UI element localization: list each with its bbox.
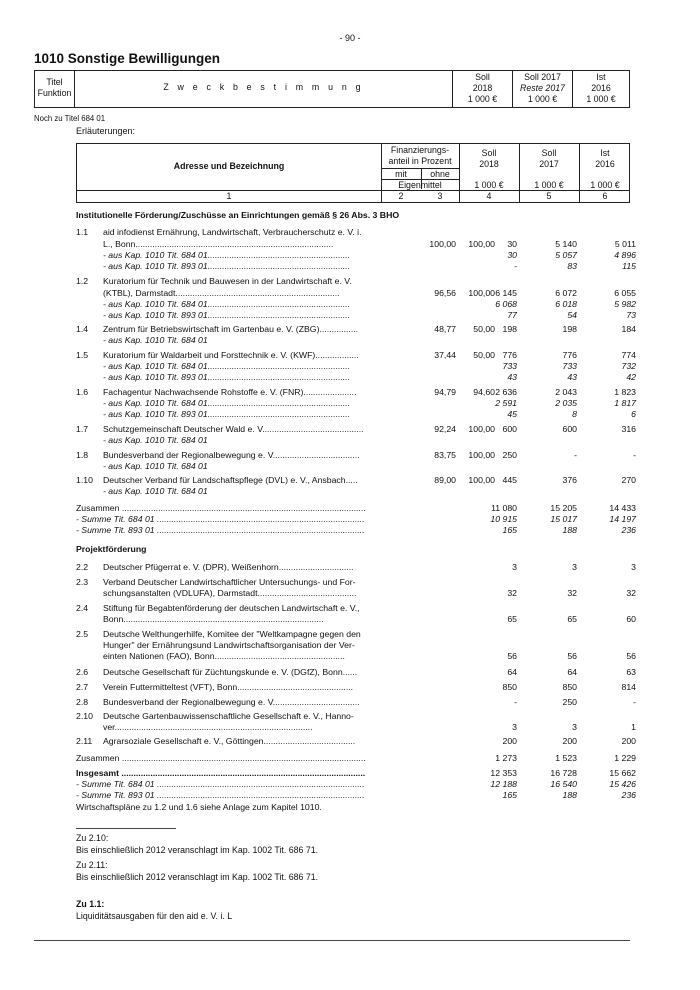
table-row (0, 210, 700, 221)
cell-s18: 30 (507, 239, 517, 249)
cell-mit: 89,00 (434, 475, 456, 485)
cell-i16: 236 (621, 525, 636, 535)
cell-i16: 1 (631, 722, 636, 732)
cell-i16: 15 426 (609, 779, 636, 789)
table-row (0, 239, 700, 250)
soll-2017-line1: Soll 2017 (524, 72, 561, 82)
row-number: 1.7 (76, 424, 89, 434)
table-row (0, 503, 700, 514)
erlaeuterungen-label: Erläuterungen: (76, 126, 136, 136)
cell-ohne: 50,00 (473, 324, 495, 334)
cell-ohne: 94,60 (473, 387, 495, 397)
cell-s17: 376 (562, 475, 577, 485)
row-label: - Summe Tit. 684 01 ...................................................................................... (76, 514, 365, 524)
cell-s18: 200 (502, 736, 517, 746)
cell-s17: 188 (562, 790, 577, 800)
table-row (0, 667, 700, 678)
cell-i16: 14 433 (609, 503, 636, 513)
row-number: 2.4 (76, 603, 89, 613)
table-row (0, 387, 700, 398)
cell-i16: 774 (621, 350, 636, 360)
cell-s18: 445 (502, 475, 517, 485)
row-label: Bonn................................................................................... (103, 614, 324, 624)
cell-s17: 32 (567, 588, 577, 598)
footnote-title: Zu 2.11: (76, 860, 108, 870)
row-label: Verband Deutscher Landwirtschaftlicher Untersuchungs- und For- (103, 577, 356, 587)
row-label: Kuratorium für Waldarbeit und Forsttechnik e. V. (KWF).................. (103, 350, 359, 360)
cell-ohne: 100,00 (468, 288, 495, 298)
table-row (0, 768, 700, 779)
table-row (0, 802, 700, 813)
cell-s17: 3 (572, 722, 577, 732)
cell-ohne: 50,00 (473, 350, 495, 360)
cell-i16: 5 011 (614, 239, 636, 249)
col-num-4: 4 (486, 191, 492, 201)
cell-i16: 6 055 (614, 288, 636, 298)
row-label: Projektförderung (76, 544, 147, 554)
table-row (0, 697, 700, 708)
cell-s18: 11 080 (491, 503, 517, 513)
page-number: - 90 - (339, 33, 361, 43)
cell-s18: 776 (502, 350, 517, 360)
table-row (0, 276, 700, 287)
cell-s18: 3 (512, 722, 517, 732)
cell-s17: 5 140 (555, 239, 577, 249)
cell-i16: 236 (621, 790, 636, 800)
cell-s18: 250 (502, 450, 517, 460)
cell-s18: 3 (512, 562, 517, 572)
unit-col4: 1 000 € (474, 180, 504, 190)
row-label: Wirtschaftspläne zu 1.2 und 1.6 siehe Anlage zum Kapitel 1010. (76, 802, 322, 812)
cell-s17: 2 035 (555, 398, 577, 408)
row-label: - Summe Tit. 893 01 ...................................................................................... (76, 790, 365, 800)
cell-s18: 77 (507, 310, 517, 320)
finanz-header-line2: anteil in Prozent (388, 156, 452, 166)
table-row (0, 310, 700, 321)
cell-mit: 48,77 (434, 324, 456, 334)
table-row (0, 227, 700, 238)
row-label: - aus Kap. 1010 Tit. 684 01........................................................... (103, 361, 351, 371)
cell-s18: 165 (502, 525, 517, 535)
cell-s18: 10 915 (490, 514, 517, 524)
row-label: - aus Kap. 1010 Tit. 893 01........................................................... (103, 372, 351, 382)
row-label: ver.................................................................................. (103, 722, 313, 732)
cell-i16: 5 982 (614, 299, 636, 309)
row-number: 2.5 (76, 629, 89, 639)
table-row (0, 682, 700, 693)
row-label: Bundesverband der Regionalbewegung e. V.................................... (103, 450, 360, 460)
cell-mit: 92,24 (434, 424, 456, 434)
table-row (0, 324, 700, 335)
row-label: - aus Kap. 1010 Tit. 893 01........................................................... (103, 310, 351, 320)
cell-s17: 188 (562, 525, 577, 535)
row-label: einten Nationen (FAO), Bonn...................................................... (103, 651, 345, 661)
funktion-label: Funktion (37, 88, 72, 98)
table-row (0, 409, 700, 420)
cell-s17: 733 (562, 361, 577, 371)
cell-s18: 45 (507, 409, 517, 419)
cell-s17: 198 (562, 324, 577, 334)
table-row (0, 435, 700, 446)
cell-s17: 850 (562, 682, 577, 692)
ist-2016-line3: 1 000 € (586, 94, 616, 104)
table-row (0, 614, 700, 625)
cell-s18: 64 (507, 667, 517, 677)
table-row (0, 753, 700, 764)
cell-s18: 2 591 (495, 398, 517, 408)
table-row (0, 335, 700, 346)
table-row (0, 398, 700, 409)
cell-i16: 814 (621, 682, 636, 692)
row-label: schungsanstalten (VDLUFA), Darmstadt......................................... (103, 588, 357, 598)
row-label: Bundesverband der Regionalbewegung e. V.................................... (103, 697, 360, 707)
table-row (0, 640, 700, 651)
row-label: Zentrum für Betriebswirtschaft im Gartenbau e. V. (ZBG)................ (103, 324, 359, 334)
row-number: 2.6 (76, 667, 89, 677)
cell-s18: 198 (502, 324, 517, 334)
cell-s17: 250 (562, 697, 577, 707)
row-label: - Summe Tit. 893 01 ...................................................................................... (76, 525, 365, 535)
soll-2017-line3: 1 000 € (527, 94, 558, 104)
cell-s17: 8 (572, 409, 577, 419)
row-label: aid infodienst Ernährung, Landwirtschaft, Verbraucherschutz e. V. i. (103, 227, 362, 237)
cell-i16: 3 (631, 562, 636, 572)
cell-i16: 6 (631, 409, 636, 419)
explanation-table-header (76, 143, 630, 203)
cell-s17: 200 (562, 736, 577, 746)
footnote-text: Bis einschließlich 2012 veranschlagt im Kap. 1002 Tit. 686 71. (76, 872, 319, 882)
row-label: Verein Futtermitteltest (VFT), Bonn................................................ (103, 682, 354, 692)
table-row (0, 486, 700, 497)
row-label: - aus Kap. 1010 Tit. 684 01........................................................... (103, 299, 351, 309)
cell-i16: - (633, 697, 636, 707)
table-row (0, 525, 700, 536)
cell-s17: 54 (567, 310, 577, 320)
col-num-1: 1 (226, 191, 232, 201)
cell-i16: 32 (626, 588, 636, 598)
col-num-5: 5 (546, 191, 552, 201)
cell-s17: 2 043 (555, 387, 577, 397)
cell-s18: 32 (507, 588, 517, 598)
table-row (0, 450, 700, 461)
titel-label: Titel (46, 77, 63, 87)
footnote-title: Zu 2.10: (76, 833, 109, 843)
table-row (0, 651, 700, 662)
unit-col6: 1 000 € (590, 180, 620, 190)
col-num-3: 3 (437, 191, 443, 201)
cell-i16: 732 (621, 361, 636, 371)
row-number: 1.4 (76, 324, 89, 334)
cell-i16: 270 (621, 475, 636, 485)
tbl-soll-2017-l2: 2017 (539, 159, 559, 169)
cell-s17: 15 205 (550, 503, 577, 513)
cell-s17: 16 540 (550, 779, 577, 789)
cell-ohne: 100,00 (468, 239, 495, 249)
tbl-ist-2016-l2: 2016 (595, 159, 615, 169)
cell-s18: 43 (507, 372, 517, 382)
cell-i16: 56 (626, 651, 636, 661)
table-row (0, 461, 700, 472)
cell-s17: 6 018 (555, 299, 577, 309)
row-label: Hunger" der Ernährungsund Landwirtschaftsorganisation der Ver- (103, 640, 355, 650)
cell-mit: 37,44 (434, 350, 456, 360)
cell-s17: 15 017 (550, 514, 577, 524)
unit-col5: 1 000 € (534, 180, 564, 190)
table-row (0, 577, 700, 588)
row-label: - aus Kap. 1010 Tit. 684 01........................................................... (103, 250, 351, 260)
table-row (0, 722, 700, 733)
cell-i16: 4 896 (614, 250, 636, 260)
soll-2017-header (513, 71, 573, 107)
row-label: Zusammen ..................................................................................................... (76, 503, 366, 513)
cell-i16: - (633, 450, 636, 460)
cell-s18: 12 353 (490, 768, 517, 778)
ist-2016-line2: 2016 (591, 83, 611, 93)
cell-s17: 64 (567, 667, 577, 677)
zweckbestimmung-label: Z w e c k b e s t i m m u n g (75, 71, 453, 107)
cell-s17: - (574, 450, 577, 460)
row-label: Kuratorium für Technik und Bauwesen in der Landwirtschaft e. V. (103, 276, 352, 286)
cell-mit: 83,75 (434, 450, 456, 460)
row-number: 1.1 (76, 227, 89, 237)
row-label: Deutscher Verband für Landschaftspflege (DVL) e. V., Ansbach..... (103, 475, 358, 485)
cell-mit: 96,56 (434, 288, 456, 298)
cell-s18: 65 (507, 614, 517, 624)
finanz-header-line1: Finanzierungs- (390, 145, 450, 155)
table-row (0, 790, 700, 801)
table-row (0, 288, 700, 299)
row-number: 2.11 (76, 736, 93, 746)
eigenmittel-header: Eigenmittel (398, 180, 442, 190)
table-row (0, 514, 700, 525)
tbl-soll-2018-l2: 2018 (479, 159, 499, 169)
cell-i16: 60 (626, 614, 636, 624)
cell-s17: 600 (562, 424, 577, 434)
cell-s18: 1 273 (495, 753, 517, 763)
cell-s18: 600 (502, 424, 517, 434)
tbl-soll-2018-l1: Soll (481, 148, 497, 158)
table-row (0, 603, 700, 614)
cell-s17: 776 (562, 350, 577, 360)
row-label: Agrarsoziale Gesellschaft e. V., Göttingen...................................... (103, 736, 356, 746)
tbl-soll-2017-l1: Soll (541, 148, 557, 158)
budget-header-table (34, 70, 630, 108)
table-row (0, 544, 700, 555)
row-number: 1.8 (76, 450, 89, 460)
soll-2018-line2: 2018 (472, 83, 493, 93)
cell-s18: - (514, 261, 517, 271)
titel-funktion-cell (35, 71, 75, 107)
noch-zu-titel: Noch zu Titel 684 01 (34, 114, 106, 123)
cell-s17: 56 (567, 651, 577, 661)
cell-s18: 165 (502, 790, 517, 800)
cell-i16: 1 229 (614, 753, 636, 763)
row-number: 2.2 (76, 562, 89, 572)
cell-s17: 16 728 (550, 768, 577, 778)
cell-s18: 56 (507, 651, 517, 661)
row-label: Deutsche Welthungerhilfe, Komitee der "Weltkampagne gegen den (103, 629, 361, 639)
cell-i16: 1 823 (614, 387, 636, 397)
table-row (0, 372, 700, 383)
row-label: Insgesamt ..................................................................................................... (76, 768, 366, 778)
cell-i16: 115 (622, 261, 636, 271)
row-label: - aus Kap. 1010 Tit. 684 01 (103, 435, 208, 445)
row-label: Schutzgemeinschaft Deutscher Wald e. V.......................................... (103, 424, 364, 434)
chapter-title: 1010 Sonstige Bewilligungen (34, 51, 221, 66)
row-number: 1.10 (76, 475, 93, 485)
row-number: 1.6 (76, 387, 89, 397)
table-row (0, 779, 700, 790)
row-label: Fachagentur Nachwachsende Rohstoffe e. V. (FNR)...................... (103, 387, 357, 397)
cell-s18: 2 636 (495, 387, 517, 397)
table-row (0, 250, 700, 261)
cell-s18: - (514, 697, 517, 707)
mit-header: mit (395, 169, 407, 179)
cell-s18: 6 068 (495, 299, 517, 309)
table-row (0, 261, 700, 272)
table-row (0, 588, 700, 599)
cell-i16: 63 (626, 667, 636, 677)
cell-s17: 1 523 (555, 753, 577, 763)
cell-s18: 30 (507, 250, 517, 260)
row-label: Deutsche Gartenbauwissenschaftliche Gesellschaft e. V., Hanno- (103, 711, 354, 721)
cell-s18: 12 188 (490, 779, 517, 789)
footnote-title: Zu 1.1: (76, 899, 105, 909)
row-label: Stiftung für Begabtenförderung der deutschen Landwirtschaft e. V., (103, 603, 360, 613)
row-number: 1.2 (76, 276, 89, 286)
row-number: 2.7 (76, 682, 89, 692)
row-label: Institutionelle Förderung/Zuschüsse an Einrichtungen gemäß § 26 Abs. 3 BHO (76, 210, 400, 220)
cell-s18: 733 (502, 361, 517, 371)
row-number: 2.10 (76, 711, 93, 721)
row-label: Deutscher Pfügerrat e. V. (DPR), Weißenhorn............................... (103, 562, 354, 572)
row-label: - aus Kap. 1010 Tit. 684 01 (103, 335, 208, 345)
soll-2018-line3: 1 000 € (467, 94, 498, 104)
cell-s17: 83 (567, 261, 577, 271)
row-label: L., Bonn.................................................................................. (103, 239, 334, 249)
cell-ohne: 100,00 (468, 475, 495, 485)
cell-ohne: 100,00 (468, 424, 495, 434)
cell-ohne: 100,00 (468, 450, 495, 460)
row-label: - aus Kap. 1010 Tit. 893 01........................................................... (103, 261, 351, 271)
table-row (0, 299, 700, 310)
cell-s17: 43 (567, 372, 577, 382)
cell-i16: 73 (626, 310, 636, 320)
table-row (0, 424, 700, 435)
cell-i16: 1 817 (614, 398, 636, 408)
ist-2016-header (573, 71, 629, 107)
ist-2016-line1: Ist (596, 72, 606, 82)
table-row (0, 736, 700, 747)
table-row (0, 711, 700, 722)
footnote-text: Liquiditätsausgaben für den aid e. V. i. L (76, 911, 233, 921)
row-label: Deutsche Gesellschaft für Züchtungskunde e. V. (DGfZ), Bonn...... (103, 667, 358, 677)
row-label: - Summe Tit. 684 01 ...................................................................................... (76, 779, 365, 789)
cell-i16: 184 (621, 324, 636, 334)
row-label: (KTBL), Darmstadt.................................................................... (103, 288, 340, 298)
soll-2017-line2: Reste 2017 (520, 83, 565, 93)
page-bottom-rule (34, 940, 630, 941)
row-label: - aus Kap. 1010 Tit. 684 01 (103, 486, 208, 496)
col-num-2: 2 (398, 191, 404, 201)
cell-s18: 850 (502, 682, 517, 692)
ohne-header: ohne (430, 169, 450, 179)
row-label: - aus Kap. 1010 Tit. 684 01........................................................... (103, 398, 351, 408)
cell-s17: 65 (567, 614, 577, 624)
table-row (0, 350, 700, 361)
table-row (0, 629, 700, 640)
cell-i16: 42 (626, 372, 636, 382)
soll-2018-header (453, 71, 513, 107)
row-label: Zusammen ..................................................................................................... (76, 753, 366, 763)
cell-s17: 3 (572, 562, 577, 572)
footnote-text: Bis einschließlich 2012 veranschlagt im Kap. 1002 Tit. 686 71. (76, 845, 319, 855)
cell-s17: 6 072 (555, 288, 577, 298)
row-number: 1.5 (76, 350, 89, 360)
row-number: 2.8 (76, 697, 89, 707)
cell-mit: 94,79 (434, 387, 456, 397)
adresse-header: Adresse und Bezeichnung (173, 161, 285, 171)
cell-i16: 15 662 (609, 768, 636, 778)
cell-s18: 6 145 (495, 288, 517, 298)
row-label: - aus Kap. 1010 Tit. 893 01........................................................... (103, 409, 351, 419)
table-row (0, 562, 700, 573)
row-label: - aus Kap. 1010 Tit. 684 01 (103, 461, 208, 471)
row-number: 2.3 (76, 577, 89, 587)
cell-i16: 316 (621, 424, 636, 434)
col-num-6: 6 (602, 191, 608, 201)
cell-i16: 14 197 (609, 514, 636, 524)
table-row (0, 475, 700, 486)
soll-2018-line1: Soll (475, 72, 490, 82)
footnote-rule (76, 828, 176, 829)
tbl-ist-2016-l1: Ist (600, 148, 610, 158)
cell-s17: 5 057 (555, 250, 577, 260)
cell-mit: 100,00 (429, 239, 456, 249)
cell-i16: 200 (621, 736, 636, 746)
table-row (0, 361, 700, 372)
